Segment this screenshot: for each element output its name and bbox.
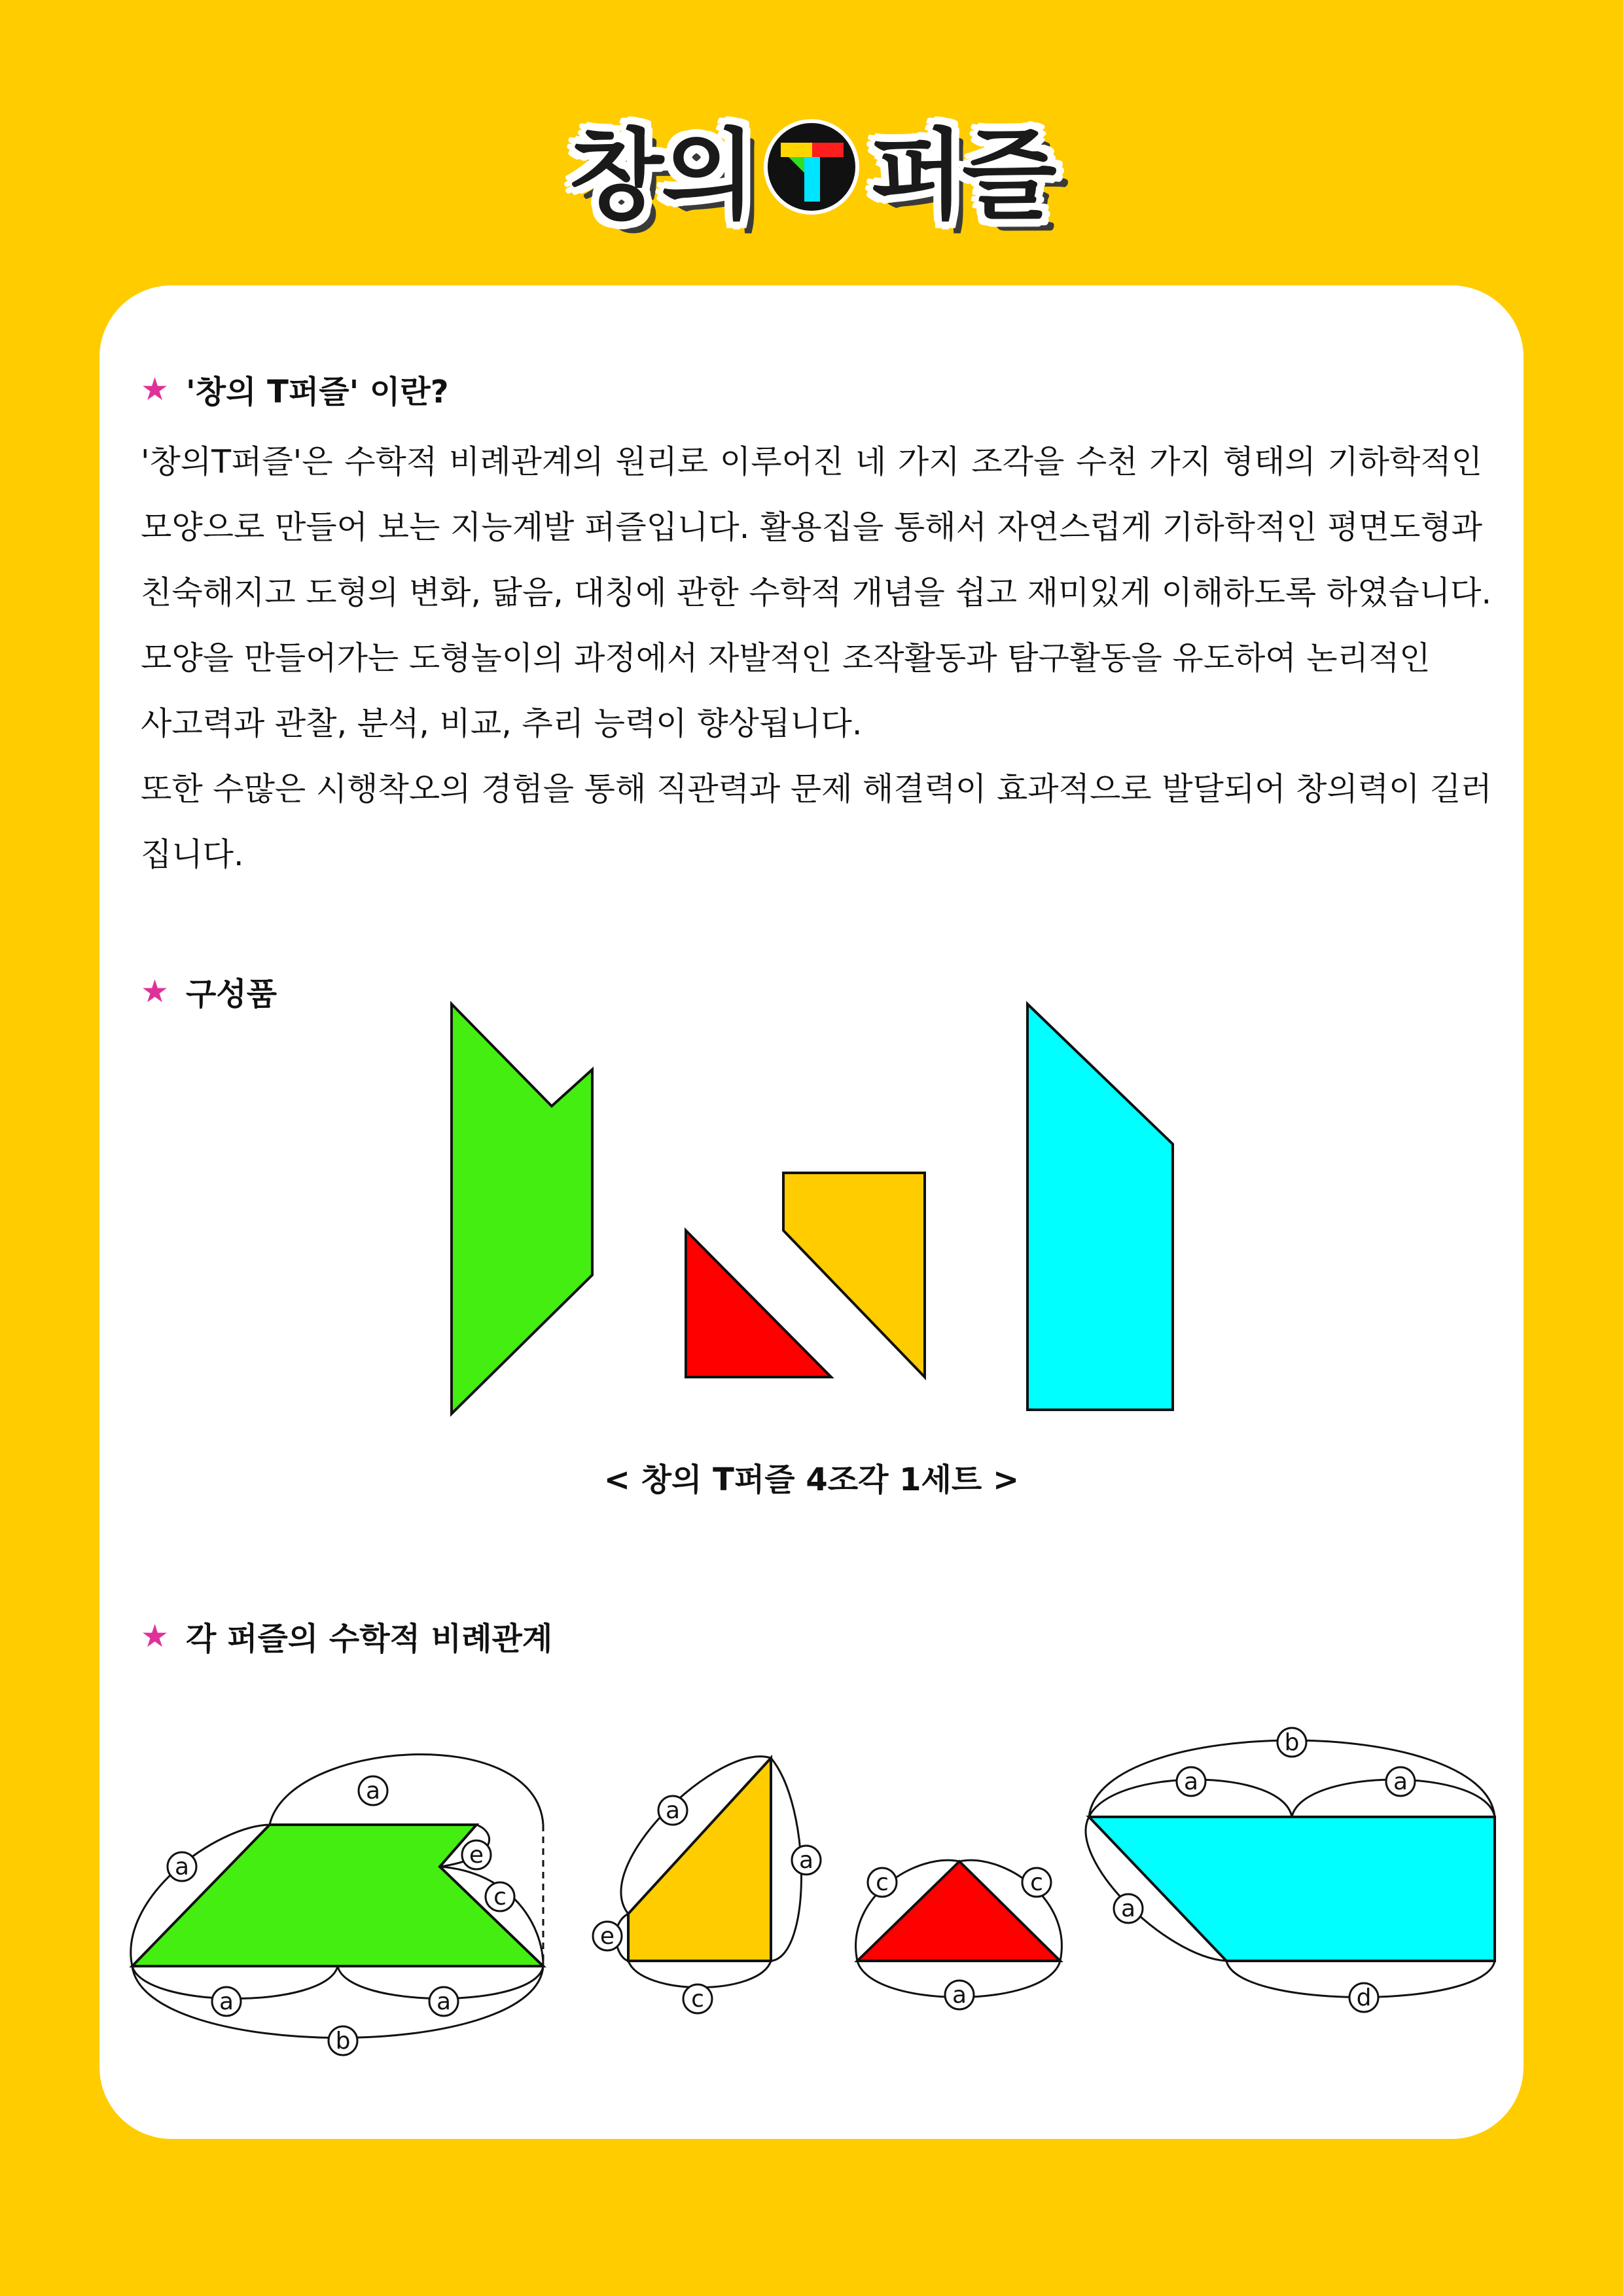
intro-line: 집니다. xyxy=(141,836,244,873)
ratio-label-a xyxy=(1386,1767,1415,1796)
svg-text:a: a xyxy=(174,1854,190,1880)
intro-line: 친숙해지고 도형의 변화, 닮음, 대칭에 관한 수학적 개념을 쉽고 재미있게 이해하도록 하였습니다. xyxy=(141,574,1492,611)
svg-text:a: a xyxy=(436,1988,452,2015)
svg-text:c: c xyxy=(876,1869,889,1896)
ratio-label-c xyxy=(486,1882,514,1911)
svg-text:c: c xyxy=(493,1884,507,1910)
components-heading-text: 구성품 xyxy=(186,976,277,1013)
svg-text:d: d xyxy=(1356,1984,1372,2011)
svg-text:b: b xyxy=(1284,1729,1300,1756)
ratio-label-c xyxy=(1022,1868,1051,1897)
ratio-label-b xyxy=(1277,1728,1306,1757)
intro-line: 사고력과 관찰, 분석, 비교, 추리 능력이 향상됩니다. xyxy=(141,705,863,742)
svg-text:a: a xyxy=(1393,1768,1408,1795)
svg-text:b: b xyxy=(335,2028,351,2054)
svg-text:a: a xyxy=(1183,1768,1199,1795)
ratio-label-b xyxy=(329,2026,357,2055)
svg-text:a: a xyxy=(952,1982,967,2009)
svg-text:c: c xyxy=(1030,1869,1043,1896)
ratio-label-a xyxy=(658,1796,687,1825)
svg-text:a: a xyxy=(1120,1895,1136,1922)
intro-line: '창의T퍼즐'은 수학적 비례관계의 원리로 이루어진 네 가지 조각을 수천 가지 형태의 기하학적인 xyxy=(141,443,1482,480)
ratio-label-e xyxy=(593,1922,622,1950)
ratio-label-a xyxy=(212,1987,241,2016)
ratio-heading-text: 각 퍼즐의 수학적 비례관계 xyxy=(186,1621,553,1657)
ratio-label-c xyxy=(868,1868,897,1897)
green-ratio-diagram xyxy=(131,1754,543,2037)
title-right-text: 퍼즐 xyxy=(870,119,1054,233)
star-icon: ★ xyxy=(141,370,169,408)
svg-text:a: a xyxy=(798,1847,814,1874)
ratio-label-a xyxy=(429,1987,458,2016)
ratio-label-d xyxy=(1349,1983,1378,2012)
intro-line: 모양으로 만들어 보는 지능계발 퍼즐입니다. 활용집을 통해서 자연스럽게 기하학적인 평면도형과 xyxy=(141,509,1482,546)
components-caption: < 창의 T퍼즐 4조각 1세트 > xyxy=(603,1462,1020,1498)
intro-line: 또한 수많은 시행착오의 경험을 통해 직관력과 문제 해결력이 효과적으로 발달되어 창의력이 길러 xyxy=(141,770,1492,808)
ratio-label-a xyxy=(1114,1894,1143,1923)
ratio-label-a xyxy=(1177,1767,1205,1796)
star-icon: ★ xyxy=(141,1617,169,1655)
ratio-label-a xyxy=(168,1852,196,1881)
star-icon: ★ xyxy=(141,973,169,1010)
ratio-label-a xyxy=(945,1981,974,2009)
svg-text:a: a xyxy=(365,1778,381,1804)
ratio-label-a xyxy=(359,1776,387,1805)
svg-text:e: e xyxy=(469,1842,484,1869)
intro-heading-text: '창의 T퍼즐' 이란? xyxy=(186,374,449,410)
svg-text:a: a xyxy=(665,1797,681,1824)
intro-line: 모양을 만들어가는 도형놀이의 과정에서 자발적인 조작활동과 탐구활동을 유도하여 논리적인 xyxy=(141,639,1431,677)
ratio-label-a xyxy=(792,1846,821,1874)
cyan-ratio-diagram xyxy=(1086,1740,1495,1998)
svg-text:e: e xyxy=(599,1923,615,1950)
ratio-label-e xyxy=(462,1840,491,1869)
title-left-text: 창의 xyxy=(569,119,753,233)
svg-text:a: a xyxy=(219,1988,234,2015)
yellow-ratio-diagram xyxy=(616,1757,801,1988)
ratio-label-c xyxy=(683,1984,712,2013)
svg-text:c: c xyxy=(691,1986,704,2013)
